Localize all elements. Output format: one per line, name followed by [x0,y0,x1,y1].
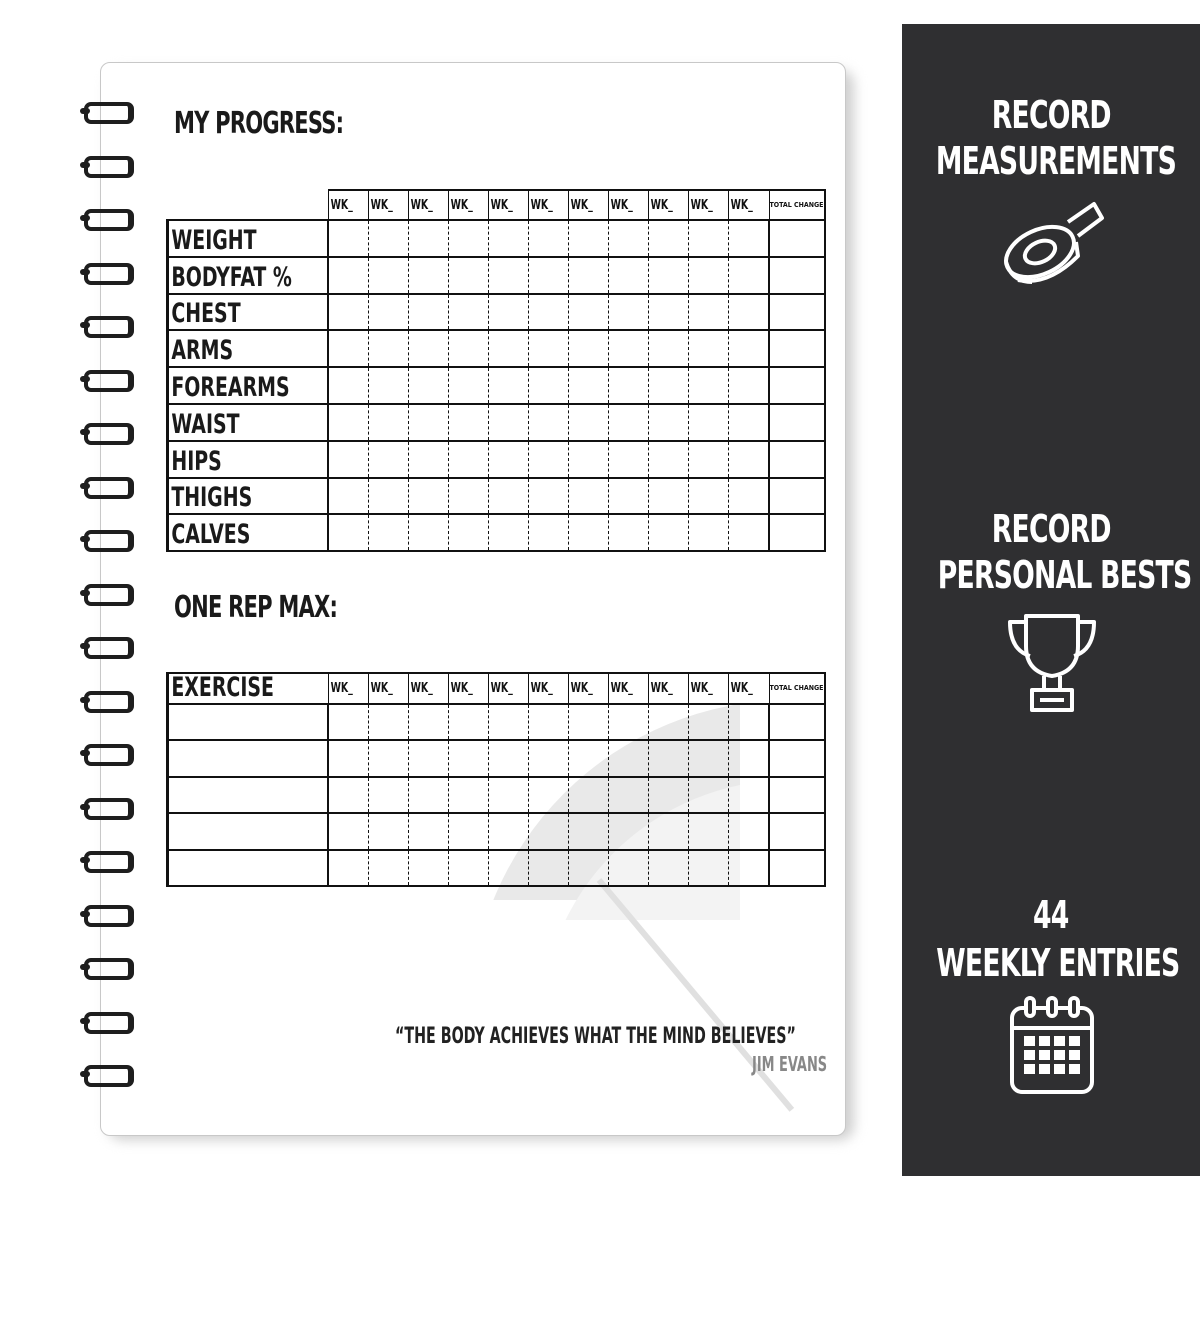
orm-row [168,777,825,813]
progress-row [168,220,825,257]
progress-week-header: WK_ [369,190,409,220]
orm-entry-cell[interactable] [369,850,409,886]
progress-entry-cell[interactable] [328,294,369,331]
progress-entry-cell[interactable] [729,220,770,257]
orm-entry-cell[interactable] [569,740,609,776]
progress-entry-cell[interactable] [409,404,449,441]
progress-entry-cell[interactable] [369,404,409,441]
spiral-ring [80,742,134,764]
orm-week-header: WK_ [569,673,609,704]
orm-entry-cell[interactable] [409,704,449,740]
orm-week-header: WK_ [328,673,369,704]
orm-entry-cell[interactable] [449,777,489,813]
orm-week-header: WK_ [729,673,770,704]
progress-entry-cell[interactable] [569,367,609,404]
orm-row-label[interactable] [168,850,329,886]
orm-total-cell[interactable] [769,813,825,849]
progress-row-label: WAIST [168,404,329,441]
orm-entry-cell[interactable] [729,777,770,813]
progress-header-corner [168,190,329,220]
progress-entry-cell[interactable] [689,330,729,367]
progress-total-cell[interactable] [769,478,825,515]
feature2-line2: PERSONAL BESTS [937,553,1192,597]
one-rep-max-table [166,672,826,887]
progress-entry-cell[interactable] [409,220,449,257]
orm-entry-cell[interactable] [609,777,649,813]
spiral-ring [80,154,134,176]
spiral-ring [80,1010,134,1032]
progress-total-cell[interactable] [769,441,825,478]
progress-entry-cell[interactable] [609,330,649,367]
progress-entry-cell[interactable] [328,478,369,515]
orm-total-cell[interactable] [769,740,825,776]
progress-entry-cell[interactable] [729,404,770,441]
progress-entry-cell[interactable] [689,367,729,404]
progress-week-header: WK_ [609,190,649,220]
progress-title: MY PROGRESS: [174,106,344,141]
tape-measure-icon [998,192,1108,292]
progress-week-header: WK_ [729,190,770,220]
orm-entry-cell[interactable] [489,740,529,776]
orm-row [168,704,825,740]
progress-entry-cell[interactable] [449,514,489,551]
progress-week-header: WK_ [489,190,529,220]
spiral-ring [80,796,134,818]
orm-week-header: WK_ [489,673,529,704]
spiral-ring [80,849,134,871]
spiral-ring [80,207,134,229]
progress-row [168,514,825,551]
progress-week-header: WK_ [569,190,609,220]
quote-author: JIM EVANS [752,1052,828,1076]
progress-entry-cell[interactable] [529,514,569,551]
orm-entry-cell[interactable] [529,704,569,740]
spiral-ring [80,903,134,925]
spiral-ring [80,1063,134,1085]
orm-row-label[interactable] [168,740,329,776]
progress-row [168,441,825,478]
progress-entry-cell[interactable] [489,367,529,404]
progress-row-label: CALVES [168,514,329,551]
progress-entry-cell[interactable] [409,294,449,331]
orm-entry-cell[interactable] [569,777,609,813]
progress-row [168,257,825,294]
progress-total-cell[interactable] [769,514,825,551]
progress-row [168,330,825,367]
progress-total-cell[interactable] [769,404,825,441]
orm-entry-cell[interactable] [649,740,689,776]
spiral-ring [80,635,134,657]
progress-entry-cell[interactable] [649,257,689,294]
progress-entry-cell[interactable] [569,220,609,257]
progress-week-header: WK_ [328,190,369,220]
progress-entry-cell[interactable] [529,404,569,441]
orm-row [168,813,825,849]
progress-entry-cell[interactable] [729,367,770,404]
progress-total-cell[interactable] [769,367,825,404]
orm-entry-cell[interactable] [529,813,569,849]
progress-entry-cell[interactable] [729,294,770,331]
orm-entry-cell[interactable] [529,850,569,886]
progress-entry-cell[interactable] [609,367,649,404]
orm-entry-cell[interactable] [449,813,489,849]
orm-entry-cell[interactable] [649,777,689,813]
orm-entry-cell[interactable] [689,740,729,776]
orm-entry-cell[interactable] [369,740,409,776]
orm-week-header: WK_ [369,673,409,704]
spiral-ring [80,689,134,711]
progress-row-label: WEIGHT [168,220,329,257]
progress-entry-cell[interactable] [609,478,649,515]
progress-entry-cell[interactable] [649,294,689,331]
progress-entry-cell[interactable] [529,367,569,404]
progress-entry-cell[interactable] [369,478,409,515]
progress-row [168,404,825,441]
orm-entry-cell[interactable] [409,813,449,849]
one-rep-max-title: ONE REP MAX: [174,590,338,625]
progress-entry-cell[interactable] [449,404,489,441]
orm-entry-cell[interactable] [328,740,369,776]
progress-entry-cell[interactable] [609,404,649,441]
orm-entry-cell[interactable] [328,704,369,740]
progress-entry-cell[interactable] [409,330,449,367]
progress-row-label: ARMS [168,330,329,367]
orm-entry-cell[interactable] [649,850,689,886]
progress-week-header: WK_ [649,190,689,220]
quote-text: “THE BODY ACHIEVES WHAT THE MIND BELIEVES” [395,1024,796,1049]
progress-entry-cell[interactable] [369,441,409,478]
progress-entry-cell[interactable] [569,478,609,515]
progress-week-header: WK_ [529,190,569,220]
progress-entry-cell[interactable] [369,367,409,404]
progress-entry-cell[interactable] [729,514,770,551]
progress-entry-cell[interactable] [529,220,569,257]
orm-entry-cell[interactable] [689,813,729,849]
orm-row-label[interactable] [168,777,329,813]
orm-entry-cell[interactable] [689,777,729,813]
progress-table [166,189,826,552]
progress-entry-cell[interactable] [649,220,689,257]
progress-week-header: WK_ [409,190,449,220]
progress-entry-cell[interactable] [689,220,729,257]
progress-entry-cell[interactable] [489,478,529,515]
progress-entry-cell[interactable] [689,514,729,551]
progress-entry-cell[interactable] [689,478,729,515]
progress-week-header: WK_ [449,190,489,220]
progress-entry-cell[interactable] [449,257,489,294]
progress-entry-cell[interactable] [409,257,449,294]
orm-total-cell[interactable] [769,777,825,813]
orm-entry-cell[interactable] [328,813,369,849]
orm-entry-cell[interactable] [729,740,770,776]
progress-entry-cell[interactable] [529,441,569,478]
progress-entry-cell[interactable] [328,367,369,404]
orm-entry-cell[interactable] [729,813,770,849]
progress-entry-cell[interactable] [649,514,689,551]
progress-entry-cell[interactable] [569,404,609,441]
progress-entry-cell[interactable] [529,330,569,367]
progress-row-label: THIGHS [168,478,329,515]
progress-row [168,367,825,404]
progress-row-label: HIPS [168,441,329,478]
orm-week-header: WK_ [689,673,729,704]
progress-row [168,478,825,515]
feature2-line1: RECORD [991,507,1111,551]
spiral-binding [80,100,136,1090]
orm-week-header: WK_ [649,673,689,704]
calendar-icon [1006,994,1098,1098]
progress-entry-cell[interactable] [369,220,409,257]
spiral-ring [80,421,134,443]
progress-entry-cell[interactable] [729,478,770,515]
progress-total-cell[interactable] [769,220,825,257]
orm-row-label[interactable] [168,704,329,740]
progress-row-label: BODYFAT % [168,257,329,294]
orm-entry-cell[interactable] [649,704,689,740]
progress-entry-cell[interactable] [689,257,729,294]
progress-entry-cell[interactable] [569,514,609,551]
feature3-line2: WEEKLY ENTRIES [936,941,1180,985]
progress-entry-cell[interactable] [489,514,529,551]
progress-entry-cell[interactable] [449,478,489,515]
orm-total-cell[interactable] [769,704,825,740]
progress-entry-cell[interactable] [489,404,529,441]
progress-entry-cell[interactable] [369,514,409,551]
progress-entry-cell[interactable] [489,294,529,331]
orm-entry-cell[interactable] [409,850,449,886]
progress-entry-cell[interactable] [328,220,369,257]
progress-entry-cell[interactable] [649,367,689,404]
progress-entry-cell[interactable] [529,294,569,331]
progress-entry-cell[interactable] [369,257,409,294]
progress-entry-cell[interactable] [649,478,689,515]
progress-entry-cell[interactable] [569,294,609,331]
orm-entry-cell[interactable] [328,850,369,886]
spiral-ring [80,528,134,550]
feature-panel [902,24,1200,1176]
orm-entry-cell[interactable] [529,740,569,776]
orm-entry-cell[interactable] [729,850,770,886]
progress-entry-cell[interactable] [489,330,529,367]
progress-row-label: FOREARMS [168,367,329,404]
orm-row [168,740,825,776]
progress-entry-cell[interactable] [609,514,649,551]
orm-entry-cell[interactable] [649,813,689,849]
orm-entry-cell[interactable] [609,740,649,776]
orm-week-header: WK_ [409,673,449,704]
orm-row-label[interactable] [168,813,329,849]
progress-entry-cell[interactable] [529,257,569,294]
orm-entry-cell[interactable] [449,850,489,886]
progress-entry-cell[interactable] [689,294,729,331]
progress-entry-cell[interactable] [449,330,489,367]
feature3-line1: 44 [1033,893,1069,937]
orm-header-label: EXERCISE [168,673,329,704]
progress-entry-cell[interactable] [449,367,489,404]
progress-total-cell[interactable] [769,294,825,331]
progress-entry-cell[interactable] [609,220,649,257]
progress-row-label: CHEST [168,294,329,331]
spiral-ring [80,368,134,390]
progress-entry-cell[interactable] [409,478,449,515]
orm-entry-cell[interactable] [609,850,649,886]
progress-entry-cell[interactable] [489,441,529,478]
orm-entry-cell[interactable] [409,740,449,776]
spiral-ring [80,314,134,336]
progress-total-cell[interactable] [769,257,825,294]
progress-entry-cell[interactable] [729,441,770,478]
progress-entry-cell[interactable] [409,514,449,551]
progress-entry-cell[interactable] [489,257,529,294]
orm-week-header: WK_ [609,673,649,704]
progress-entry-cell[interactable] [328,514,369,551]
progress-total-change-header: TOTAL CHANGE [769,190,825,220]
orm-entry-cell[interactable] [369,704,409,740]
feature1-line2: MEASUREMENTS [935,139,1177,183]
spiral-ring [80,475,134,497]
spiral-ring [80,956,134,978]
orm-entry-cell[interactable] [369,777,409,813]
progress-week-header: WK_ [689,190,729,220]
progress-entry-cell[interactable] [328,441,369,478]
spiral-ring [80,582,134,604]
orm-total-cell[interactable] [769,850,825,886]
progress-entry-cell[interactable] [449,441,489,478]
orm-entry-cell[interactable] [489,813,529,849]
progress-entry-cell[interactable] [649,441,689,478]
orm-entry-cell[interactable] [609,813,649,849]
progress-entry-cell[interactable] [729,257,770,294]
orm-entry-cell[interactable] [689,704,729,740]
progress-entry-cell[interactable] [409,367,449,404]
progress-entry-cell[interactable] [689,441,729,478]
progress-entry-cell[interactable] [569,330,609,367]
progress-entry-cell[interactable] [609,441,649,478]
progress-entry-cell[interactable] [609,294,649,331]
progress-entry-cell[interactable] [609,257,649,294]
progress-entry-cell[interactable] [328,330,369,367]
progress-entry-cell[interactable] [569,441,609,478]
orm-entry-cell[interactable] [409,777,449,813]
progress-entry-cell[interactable] [369,294,409,331]
progress-entry-cell[interactable] [569,257,609,294]
progress-entry-cell[interactable] [649,404,689,441]
progress-entry-cell[interactable] [489,220,529,257]
orm-entry-cell[interactable] [449,704,489,740]
orm-total-change-header: TOTAL CHANGE [769,673,825,704]
orm-entry-cell[interactable] [489,850,529,886]
orm-row [168,850,825,886]
progress-entry-cell[interactable] [729,330,770,367]
orm-entry-cell[interactable] [569,813,609,849]
progress-entry-cell[interactable] [328,404,369,441]
progress-entry-cell[interactable] [328,257,369,294]
orm-entry-cell[interactable] [569,850,609,886]
orm-entry-cell[interactable] [609,704,649,740]
orm-entry-cell[interactable] [489,704,529,740]
orm-entry-cell[interactable] [328,777,369,813]
orm-entry-cell[interactable] [369,813,409,849]
progress-entry-cell[interactable] [689,404,729,441]
progress-entry-cell[interactable] [449,220,489,257]
feature1-line1: RECORD [991,93,1111,137]
spiral-ring [80,100,134,122]
orm-week-header: WK_ [529,673,569,704]
progress-entry-cell[interactable] [369,330,409,367]
orm-entry-cell[interactable] [729,704,770,740]
orm-entry-cell[interactable] [689,850,729,886]
orm-entry-cell[interactable] [569,704,609,740]
trophy-icon [1004,610,1100,714]
progress-row [168,294,825,331]
orm-week-header: WK_ [449,673,489,704]
progress-entry-cell[interactable] [449,294,489,331]
orm-entry-cell[interactable] [449,740,489,776]
spiral-ring [80,261,134,283]
progress-entry-cell[interactable] [529,478,569,515]
progress-total-cell[interactable] [769,330,825,367]
orm-entry-cell[interactable] [529,777,569,813]
progress-entry-cell[interactable] [409,441,449,478]
progress-entry-cell[interactable] [649,330,689,367]
orm-entry-cell[interactable] [489,777,529,813]
